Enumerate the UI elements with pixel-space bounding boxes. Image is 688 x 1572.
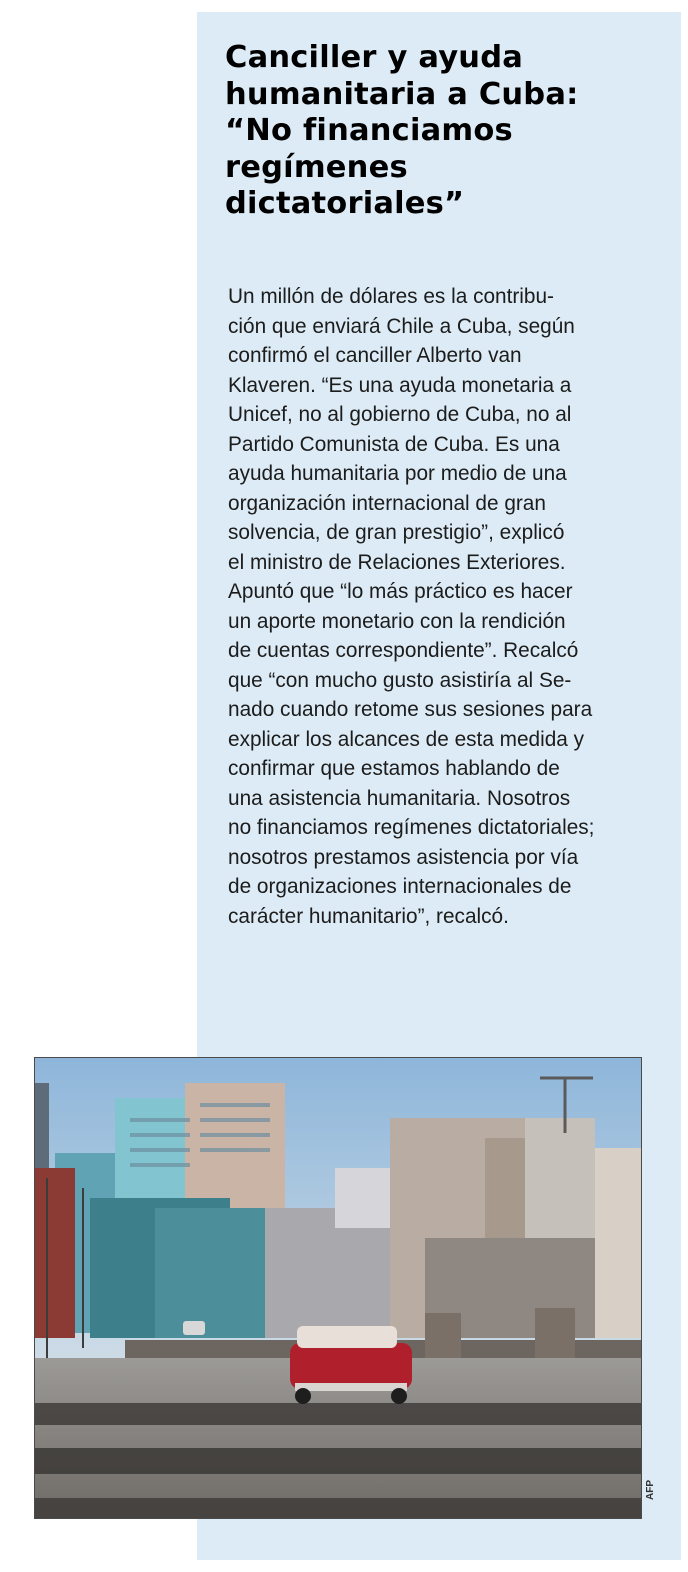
body-line: explicar los alcances de esta medida y (228, 727, 585, 751)
body-line: Partido Comunista de Cuba. Es una (228, 432, 560, 456)
headline-line: “No financiamos (225, 113, 513, 148)
article-body (228, 282, 678, 931)
body-line: el ministro de Relaciones Exteriores. (228, 550, 566, 574)
body-line: una asistencia humanitaria. Nosotros (228, 786, 571, 810)
body-line: carácter humanitario”, recalcó. (228, 904, 509, 928)
headline (225, 40, 665, 223)
body-line: Klaveren. “Es una ayuda monetaria a (228, 373, 572, 397)
body-line: de cuentas correspondiente”. Recalcó (228, 639, 579, 662)
body-line: ayuda humanitaria por medio de una (228, 462, 567, 485)
headline-line: Canciller y ayuda (225, 40, 524, 75)
body-line: nado cuando retome sus sesiones para (228, 698, 593, 721)
body-line: solvencia, de gran prestigio”, explicó (228, 521, 565, 544)
body-line: Apuntó que “lo más práctico es hacer (228, 580, 573, 603)
headline-line: dictatoriales” (225, 186, 465, 221)
body-line: confirmar que estamos hablando de (228, 757, 560, 780)
body-line: no financiamos regímenes dictatoriales; (228, 816, 595, 839)
body-line: nosotros prestamos asistencia por vía (228, 845, 579, 869)
headline-line: humanitaria a Cuba: (225, 76, 579, 112)
body-line: Unicef, no al gobierno de Cuba, no al (228, 403, 572, 426)
body-line: de organizaciones internacionales de (228, 875, 572, 898)
body-line: Un millón de dólares es la contribu- (228, 285, 554, 308)
body-line: ción que enviará Chile a Cuba, según (228, 314, 575, 338)
body-line: organización internacional de gran (228, 491, 546, 515)
body-line: que “con mucho gusto asistiría al Se- (228, 668, 572, 692)
body-line: confirmó el canciller Alberto van (228, 344, 522, 367)
body-line: un aporte monetario con la rendición (228, 609, 566, 633)
havana-photo (34, 1057, 642, 1519)
headline-line: regímenes (225, 149, 408, 185)
photo-credit: AFP (645, 1480, 656, 1500)
havana-street-illustration (35, 1058, 641, 1518)
